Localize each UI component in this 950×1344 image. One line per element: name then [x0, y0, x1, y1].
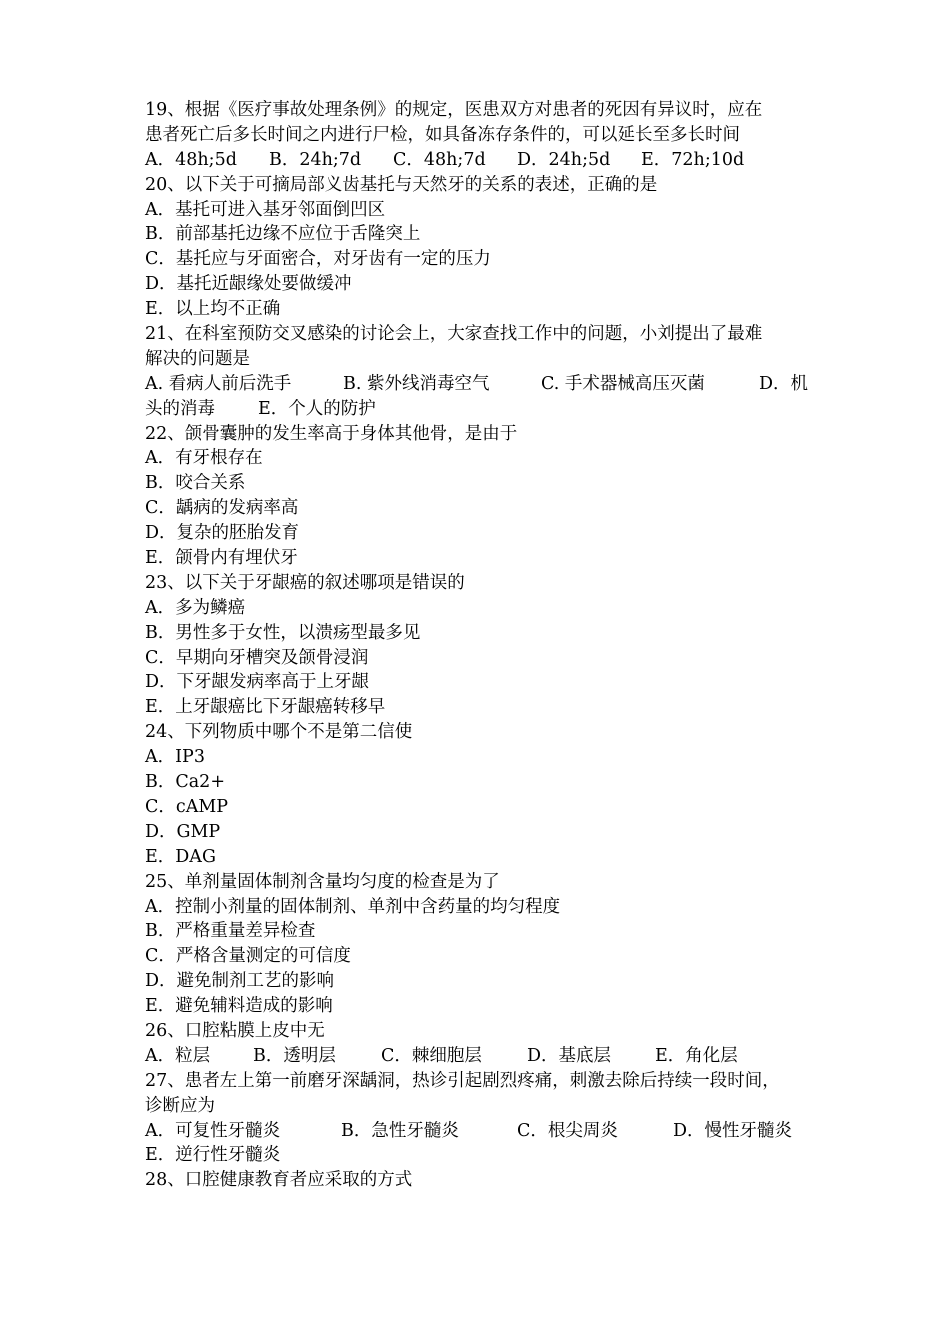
option-row [145, 1044, 825, 1069]
question-24 [145, 720, 825, 869]
option-d: D．24h;5d [517, 149, 611, 170]
question-stem: 诊断应为 [145, 1095, 215, 1116]
option-c: C．严格含量测定的可信度 [145, 946, 351, 967]
option-row [145, 1119, 825, 1144]
option-b: B．严格重量差异检查 [145, 921, 316, 942]
option-e: E．颌骨内有埋伏牙 [145, 548, 298, 569]
option-row [145, 372, 825, 397]
question-stem: 20、以下关于可摘局部义齿基托与天然牙的关系的表述，正确的是 [145, 174, 658, 195]
option-a: A．多为鳞癌 [145, 597, 246, 618]
question-stem: 23、以下关于牙龈癌的叙述哪项是错误的 [145, 572, 465, 593]
option-a: A．控制小剂量的固体制剂、单剂中含药量的均匀程度 [145, 896, 561, 917]
option-b: B．前部基托边缘不应位于舌隆突上 [145, 224, 421, 245]
option-row [145, 397, 825, 422]
option-c: C．龋病的发病率高 [145, 498, 299, 519]
question-stem: 19、根据《医疗事故处理条例》的规定，医患双方对患者的死因有异议时，应在 [145, 100, 763, 120]
question-25 [145, 870, 825, 1019]
question-26 [145, 1019, 825, 1069]
option-e: E．DAG [145, 846, 216, 867]
option-e: E．避免辅料造成的影响 [145, 996, 333, 1017]
question-stem: 解决的问题是 [145, 348, 250, 369]
option-d: D．机 [759, 373, 809, 394]
option-a: A．粒层 [145, 1045, 211, 1066]
option-c: C. 手术器械高压灭菌 [541, 373, 705, 394]
question-stem: 27、患者左上第一前磨牙深龋洞，热诊引起剧烈疼痛，刺激去除后持续一段时间， [145, 1070, 780, 1091]
question-stem: 28、口腔健康教育者应采取的方式 [145, 1170, 413, 1191]
option-d: D．基托近龈缘处要做缓冲 [145, 274, 352, 295]
option-d: D．基底层 [527, 1045, 612, 1066]
option-e: E．个人的防护 [258, 398, 376, 419]
option-e: E．上牙龈癌比下牙龈癌转移早 [145, 697, 386, 718]
question-27 [145, 1069, 825, 1169]
option-a: A．IP3 [145, 747, 205, 768]
option-e: E．角化层 [655, 1045, 738, 1066]
option-e: E．72h;10d [641, 149, 745, 170]
question-23 [145, 571, 825, 720]
question-21 [145, 322, 825, 422]
option-a: A．48h;5d [145, 149, 237, 170]
option-d: D．慢性牙髓炎 [673, 1120, 793, 1141]
option-a: A. 看病人前后洗手 [145, 373, 292, 394]
option-e: E．以上均不正确 [145, 299, 281, 320]
question-19 [145, 98, 825, 173]
option-d-continued: 头的消毒 [145, 398, 215, 419]
option-d: D．避免制剂工艺的影响 [145, 971, 335, 992]
question-stem: 21、在科室预防交叉感染的讨论会上，大家查找工作中的问题，小刘提出了最难 [145, 324, 763, 345]
option-c: C．棘细胞层 [381, 1045, 482, 1066]
option-b: B．透明层 [253, 1045, 336, 1066]
option-b: B．Ca2+ [145, 772, 225, 793]
option-d: D．复杂的胚胎发育 [145, 523, 300, 544]
option-e: E．逆行性牙髓炎 [145, 1145, 281, 1166]
question-stem: 25、单剂量固体制剂含量均匀度的检查是为了 [145, 871, 500, 892]
question-22 [145, 422, 825, 571]
option-c: C．cAMP [145, 796, 229, 817]
question-list [145, 98, 825, 1193]
question-stem: 患者死亡后多长时间之内进行尸检，如具备冻存条件的，可以延长至多长时间 [145, 124, 740, 145]
option-b: B．24h;7d [269, 149, 362, 170]
option-d: D．下牙龈发病率高于上牙龈 [145, 672, 370, 693]
question-stem: 22、颌骨囊肿的发生率高于身体其他骨，是由于 [145, 423, 518, 444]
option-a: A．可复性牙髓炎 [145, 1120, 281, 1141]
question-20 [145, 173, 825, 322]
option-d: D．GMP [145, 821, 221, 842]
question-28 [145, 1168, 825, 1193]
option-c: C．基托应与牙面密合，对牙齿有一定的压力 [145, 249, 491, 270]
option-b: B．急性牙髓炎 [341, 1120, 459, 1141]
option-c: C．48h;7d [393, 149, 486, 170]
question-stem: 24、下列物质中哪个不是第二信使 [145, 722, 413, 743]
option-c: C．早期向牙槽突及颌骨浸润 [145, 647, 369, 668]
option-b: B．咬合关系 [145, 473, 246, 494]
option-b: B．男性多于女性，以溃疡型最多见 [145, 622, 421, 643]
option-b: B. 紫外线消毒空气 [343, 373, 490, 394]
option-row [145, 148, 825, 173]
option-c: C．根尖周炎 [517, 1120, 618, 1141]
option-a: A．有牙根存在 [145, 448, 263, 469]
option-a: A．基托可进入基牙邻面倒凹区 [145, 199, 386, 220]
question-stem: 26、口腔粘膜上皮中无 [145, 1020, 325, 1041]
